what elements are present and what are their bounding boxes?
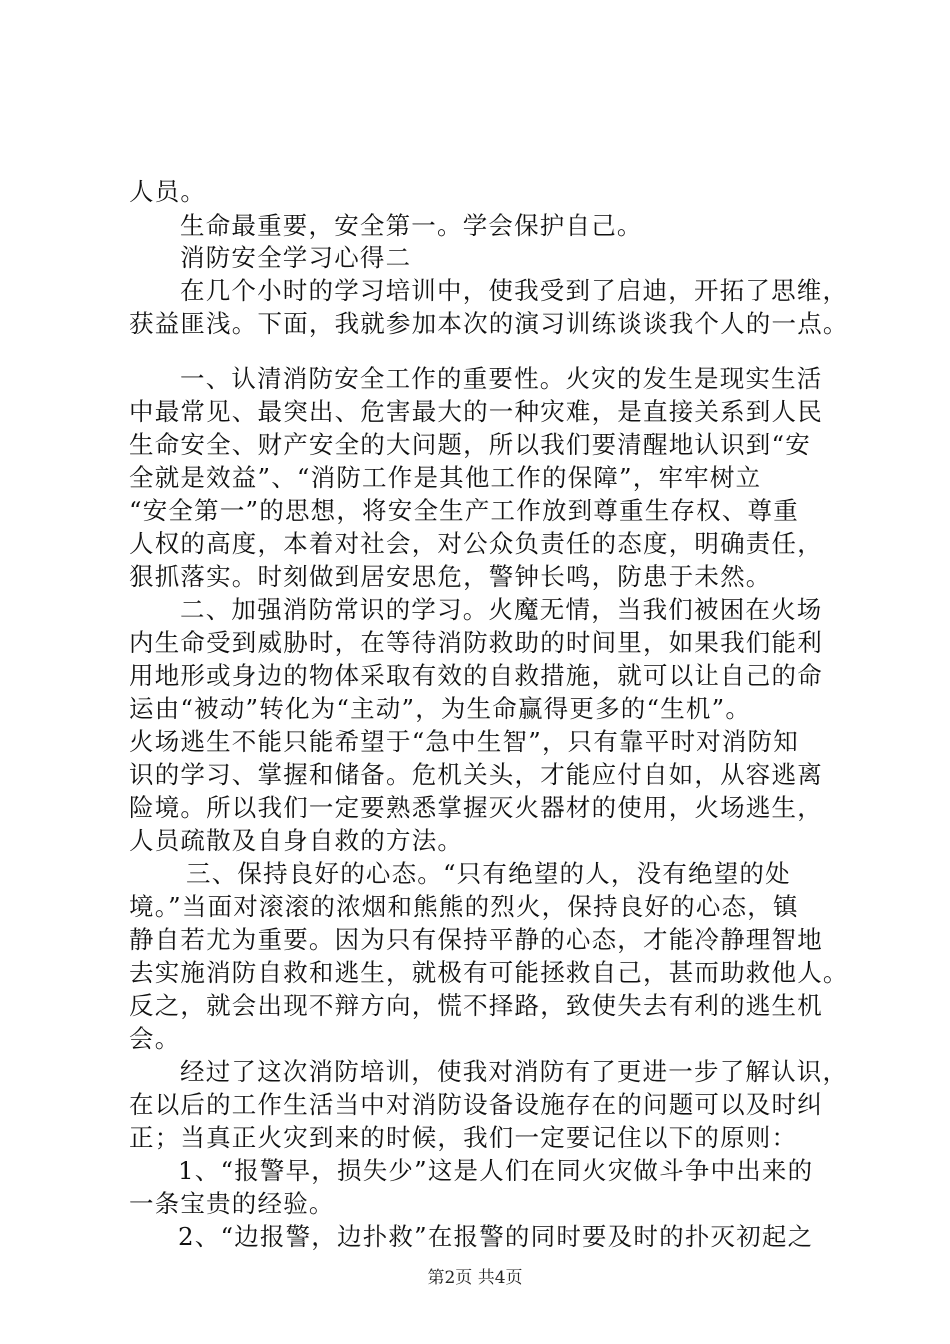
text-line: 去实施消防自救和逃生，就极有可能拯救自己，甚而助救他人。 [129, 958, 849, 987]
text-line: 狠抓落实。时刻做到居安思危，警钟长鸣，防患于未然。 [129, 562, 772, 591]
text-line: 1、“报警早，损失少”这是人们在同火灾做斗争中出来的 [178, 1156, 814, 1185]
text-line: 2、“边报警，边扑救”在报警的同时要及时的扑灭初起之 [178, 1222, 814, 1251]
text-line: 在以后的工作生活当中对消防设备设施存在的问题可以及时纠 [129, 1090, 823, 1119]
text-line: 境。”当面对滚滚的浓烟和熊熊的烈火，保持良好的心态，镇 [129, 892, 799, 921]
text-line: 人权的高度，本着对社会，对公众负责任的态度，明确责任， [129, 529, 823, 558]
text-line: 在几个小时的学习培训中，使我受到了启迪，开拓了思维， [180, 276, 849, 305]
text-line: 一条宝贵的经验。 [129, 1189, 335, 1218]
text-line: 生命最重要，安全第一。学会保护自己。 [180, 211, 643, 240]
text-line: 一、认清消防安全工作的重要性。火灾的发生是现实生活 [180, 364, 823, 393]
text-line: 二、加强消防常识的学习。火魔无情，当我们被困在火场 [180, 595, 823, 624]
text-line: 会。 [129, 1024, 181, 1053]
text-line: 静自若尤为重要。因为只有保持平静的心态，才能冷静理智地 [129, 925, 823, 954]
text-line: “安全第一”的思想，将安全生产工作放到尊重生存权、尊重 [129, 496, 799, 525]
text-line: 三、保持良好的心态。“只有绝望的人，没有绝望的处 [186, 859, 791, 888]
text-line: 险境。所以我们一定要熟悉掌握灭火器材的使用，火场逃生， [129, 793, 823, 822]
page-footer: 第2页 共4页 [427, 1268, 523, 1288]
text-line: 识的学习、掌握和储备。危机关头，才能应付自如，从容逃离 [129, 760, 823, 789]
text-line: 全就是效益”、“消防工作是其他工作的保障”，牢牢树立 [129, 463, 762, 492]
text-line: 运由“被动”转化为“主动”，为生命赢得更多的“生机”。 [129, 694, 752, 723]
text-line: 经过了这次消防培训，使我对消防有了更进一步了解认识， [180, 1057, 849, 1086]
text-line: 用地形或身边的物体采取有效的自救措施，就可以让自己的命 [129, 661, 823, 690]
section-heading: 消防安全学习心得二 [180, 243, 412, 272]
text-line: 获益匪浅。下面，我就参加本次的演习训练谈谈我个人的一点。 [129, 309, 849, 338]
text-line: 内生命受到威胁时，在等待消防救助的时间里，如果我们能利 [129, 628, 823, 657]
text-line: 人员疏散及自身自救的方法。 [129, 826, 464, 855]
text-line: 正；当真正火灾到来的时候，我们一定要记住以下的原则： [129, 1123, 798, 1152]
text-line: 生命安全、财产安全的大问题，所以我们要清醒地认识到“安 [129, 430, 811, 459]
text-line: 中最常见、最突出、危害最大的一种灾难，是直接关系到人民 [129, 397, 823, 426]
text-line: 反之，就会出现不辩方向，慌不择路，致使失去有利的逃生机 [129, 991, 823, 1020]
text-line: 人员。 [129, 177, 207, 206]
text-line: 火场逃生不能只能希望于“急中生智”，只有靠平时对消防知 [129, 727, 799, 756]
